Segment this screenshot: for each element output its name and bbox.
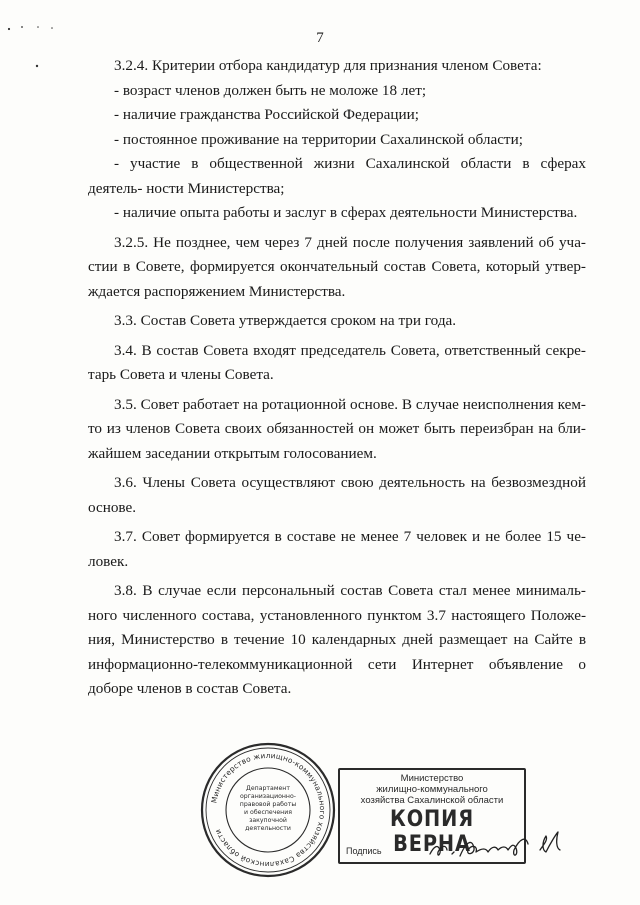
handwritten-signature xyxy=(390,820,590,870)
clause-3-5 xyxy=(88,393,586,467)
text-line: жайшем заседании открытым голосованием. xyxy=(88,444,377,462)
text-line: 3.4. В состав Совета входят председатель Совета, ответственный секре- xyxy=(114,341,586,359)
text-line: - участие в общественной жизни Сахалинской области в сферах деятель- xyxy=(88,155,586,197)
text-line: то из членов Совета своих обязанностей он может быть переизбран на бли- xyxy=(88,420,586,437)
seal-ring-text: Министерство жилищно-коммунального хозяйства Сахалинской области xyxy=(209,750,328,870)
text-line: членов в состав Совета. xyxy=(136,680,292,697)
clause-3-2-4-heading xyxy=(88,54,586,79)
seal-center-line: деятельности xyxy=(245,825,291,832)
round-seal xyxy=(198,740,338,880)
text-line: 3.3. Состав Совета утверждается сроком на три года. xyxy=(114,312,457,329)
text-line: ности Министерства; xyxy=(146,179,285,197)
text-line: 3.2.4. Критерии отбора кандидатур для признания членом Совета: xyxy=(114,57,542,74)
clause-3-8 xyxy=(88,579,586,702)
criterion-citizenship xyxy=(88,103,586,128)
stamp-title: КОПИЯ ВЕРНА xyxy=(389,807,474,857)
text-line: стии в Совете, формируется окончательный состав Совета, который утвер- xyxy=(88,258,586,275)
seal-center-line: организационно- xyxy=(239,793,297,800)
stamp-org-line: жилищно-коммунального xyxy=(376,784,488,795)
text-line: - возраст членов должен быть не моложе 18 лет; xyxy=(114,81,427,99)
text-line: ловек. xyxy=(88,552,129,570)
text-line: ния, Министерство в течение 10 календарных дней размещает на Сайте в xyxy=(88,631,586,648)
stamp-sign-label: Подпись xyxy=(346,846,382,856)
stamp-org-line: хозяйства Сахалинской области xyxy=(360,795,504,806)
text-line: 3.7. Совет формируется в составе не менее 7 человек и не более 15 че- xyxy=(114,528,586,545)
text-line: основе. xyxy=(88,498,137,516)
clause-3-4 xyxy=(88,339,586,388)
text-line: 3.8. В случае если персональный состав Совета стал менее минималь- xyxy=(114,582,586,599)
clause-3-3 xyxy=(88,309,586,334)
seal-center-line: Департамент xyxy=(246,785,290,792)
criterion-experience xyxy=(88,201,586,226)
criterion-residence xyxy=(88,128,586,153)
text-line: тарь Совета и члены Совета. xyxy=(88,366,274,383)
seal-center-line: закупочной xyxy=(249,817,287,824)
criterion-public-life xyxy=(88,152,586,201)
seal-center-line: и обеспечения xyxy=(244,809,292,816)
seal-center-line: правовой работы xyxy=(239,801,297,808)
text-line: 3.5. Совет работает на ротационной основе. В случае неисполнения кем- xyxy=(114,395,586,413)
text-line: 3.2.5. Не позднее, чем через 7 дней после получения заявлений об уча- xyxy=(114,233,586,251)
clause-3-6 xyxy=(88,471,586,520)
text-line: - наличие опыта работы и заслуг в сферах деятельности Министерства. xyxy=(114,204,578,221)
text-line: ждается распоряжением Министерства. xyxy=(88,282,346,300)
clause-3-7 xyxy=(88,525,586,574)
document-body xyxy=(88,54,586,702)
text-line: - наличие гражданства Российской Федерации; xyxy=(114,106,419,123)
text-line: ного численного состава, установленного пунктом 3.7 настоящего Положе- xyxy=(88,606,586,624)
stamp-org-line: Министерство xyxy=(400,773,464,784)
stamp-org xyxy=(340,773,524,806)
clause-3-2-5 xyxy=(88,231,586,305)
text-line: 3.6. Члены Совета осуществляют свою деятельность на безвозмездной xyxy=(114,474,586,491)
criterion-age xyxy=(88,79,586,104)
page-number: 7 xyxy=(316,30,324,46)
text-line: - постоянное проживание на территории Сахалинской области; xyxy=(114,130,523,148)
text-line: информационно-телекоммуникационной сети Интернет объявление о доборе xyxy=(88,655,586,697)
